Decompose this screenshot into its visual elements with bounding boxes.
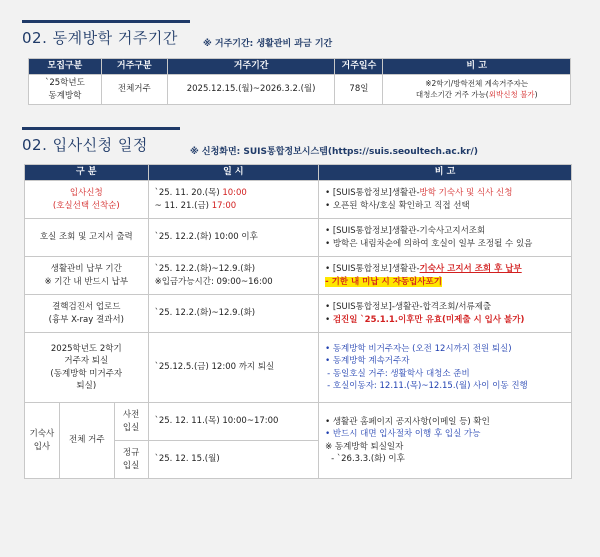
cell-tb-upload: 결핵검진서 업로드 (흉부 X-ray 결과서) xyxy=(25,295,149,333)
cell-dorm-entry: 기숙사 입사 xyxy=(25,403,60,479)
table-row xyxy=(25,295,572,333)
cell-payment-date: `25. 12.2.(화)~12.9.(화) ※입금가능시간: 09:00~16:00 xyxy=(148,257,319,295)
cell-room-check-date: `25. 12.2.(화) 10:00 이후 xyxy=(148,219,319,257)
cell-apply-date: `25. 11. 20.(목) 10:00 ~ 11. 21.(금) 17:00 xyxy=(148,181,319,219)
table-row xyxy=(25,403,572,441)
cell-regular-entry: 정규 입실 xyxy=(114,441,148,479)
header-residence-period: 거주기간 xyxy=(167,59,335,75)
section1-note: ※ 거주기간: 생활관비 과금 기간 xyxy=(203,39,333,49)
cell-remarks: ※2학기/방학전체 계속거주자는 대청소기간 거주 가능(외박신청 불가) xyxy=(383,75,571,105)
cell-pre-entry: 사전 입실 xyxy=(114,403,148,441)
table-row xyxy=(25,219,572,257)
cell-checkout-notes: • 동계방학 비거주자는 (오전 12시까지 전원 퇴실) • 동계방학 계속거주자 - 동일호실 거주: 생활학사 대청소 준비 - 호실이동자: 12.11.(목)~12.15.(월) 사이 이동 진행 xyxy=(319,333,572,403)
table-row xyxy=(25,333,572,403)
cell-entry-notes: • 생활관 홈페이지 공지사항(이메일 등) 확인 • 반드시 대면 입사절차 이행 후 입실 가능 ※ 동계방학 퇴실일자 - `26.3.3.(화) 이후 xyxy=(319,403,572,479)
cell-checkout-date: `25.12.5.(금) 12:00 까지 퇴실 xyxy=(148,333,319,403)
cell-room-check: 호실 조회 및 고지서 출력 xyxy=(25,219,149,257)
header-recruit-type: 모집구분 xyxy=(29,59,102,75)
residence-period-table xyxy=(28,58,571,105)
cell-apply-notes: • [SUIS통합정보]생활관-방학 기숙사 및 식사 신청 • 오픈된 학사/호실 확인하고 직접 선택 xyxy=(319,181,572,219)
table-row xyxy=(25,257,572,295)
section2-note: ※ 신청화면: SUIS통합정보시스템(https://suis.seoultech.ac.kr/) xyxy=(190,147,478,157)
cell-pre-entry-date: `25. 12. 11.(목) 10:00~17:00 xyxy=(148,403,319,441)
section1-title: 02. 동계방학 거주기간 xyxy=(22,29,178,47)
cell-payment: 생활관비 납부 기간 ※ 기간 내 반드시 납부 xyxy=(25,257,149,295)
cell-residence-days: 78일 xyxy=(335,75,383,105)
suis-link[interactable]: https://suis.seoultech.ac.kr/ xyxy=(331,147,474,157)
cell-apply: 입사신청 (호실선택 선착순) xyxy=(25,181,149,219)
header-notes: 비 고 xyxy=(319,165,572,181)
cell-full-residence: 전체 거주 xyxy=(59,403,114,479)
cell-tb-upload-date: `25. 12.2.(화)~12.9.(화) xyxy=(148,295,319,333)
cell-regular-entry-date: `25. 12. 15.(월) xyxy=(148,441,319,479)
cell-room-check-notes: • [SUIS통합정보]생활관-기숙사고지서조회 • 방학은 내림차순에 의하여 호실이 일부 조정될 수 있음 xyxy=(319,219,572,257)
section2-bar xyxy=(22,127,180,130)
section2-title: 02. 입사신청 일정 xyxy=(22,136,148,154)
schedule-table xyxy=(24,164,572,479)
table-row xyxy=(25,181,572,219)
cell-recruit-type: `25학년도 동계방학 xyxy=(29,75,102,105)
header-remarks: 비 고 xyxy=(383,59,571,75)
cell-residence-period: 2025.12.15.(월)~2026.3.2.(월) xyxy=(167,75,335,105)
header-category: 구 분 xyxy=(25,165,149,181)
section1-bar xyxy=(22,20,190,23)
header-residence-days: 거주일수 xyxy=(335,59,383,75)
cell-payment-notes: • [SUIS통합정보]생활관-기숙사 고지서 조회 후 납부 - 기한 내 미납 시 자동입사포기 xyxy=(319,257,572,295)
cell-checkout: 2025학년도 2학기 거주자 퇴실 (동계방학 미거주자 퇴실) xyxy=(25,333,149,403)
cell-tb-upload-notes: • [SUIS통합정보]-생활관-합격조회/서류제출 • 검진일 `25.1.1.이후만 유효(미제출 시 입사 불가) xyxy=(319,295,572,333)
cell-residence-type: 전체거주 xyxy=(101,75,167,105)
header-residence-type: 거주구분 xyxy=(101,59,167,75)
header-datetime: 일 시 xyxy=(148,165,319,181)
